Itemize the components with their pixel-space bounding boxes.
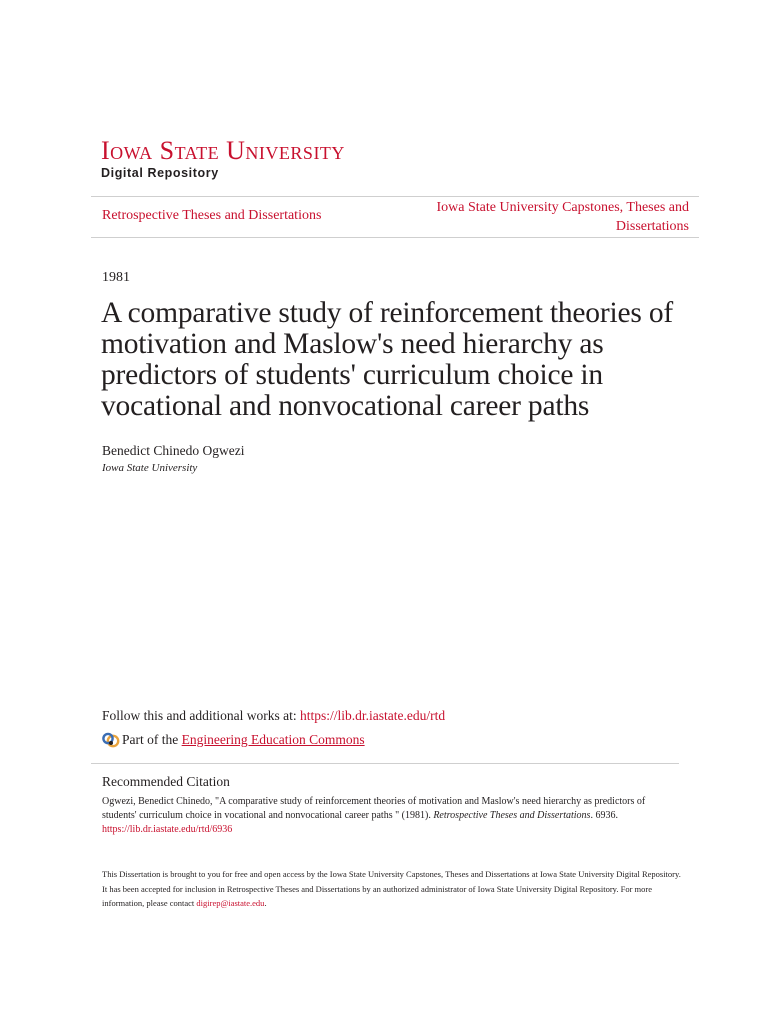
notice-end: .: [264, 898, 267, 908]
open-access-icon: [102, 731, 120, 749]
divider-citation: [91, 763, 679, 764]
title-line: A comparative study of reinforcement theories of: [101, 297, 674, 329]
access-notice: [102, 867, 682, 911]
notice-text: This Dissertation is brought to you for free and open access by the Iowa State University Capstones, Theses and Dissertations at Iowa State University Digital Repository. It has been accepted for inclusion in Retrospective Theses and Dissertations by an authorized administrator of Iowa State University Digital Repository. For more information, please contact: [102, 869, 681, 908]
citation-url-link[interactable]: https://lib.dr.iastate.edu/rtd/6936: [102, 824, 233, 835]
title-line: vocational and nonvocational career paths: [101, 390, 590, 422]
document-title: [101, 298, 701, 422]
author-name: Benedict Chinedo Ogwezi: [102, 443, 245, 458]
citation-series: Retrospective Theses and Dissertations: [433, 810, 591, 821]
citation-body: Ogwezi, Benedict Chinedo, "A comparative study of reinforcement theories of motivation and Maslow's need hierarchy as predictors of students' curriculum choice in vocational and nonvocational career paths " (1981).: [102, 796, 646, 821]
divider-bottom: [91, 237, 699, 238]
commons-link[interactable]: Engineering Education Commons: [181, 732, 365, 747]
citation-number: . 6936.: [590, 810, 618, 821]
university-logo[interactable]: [101, 137, 345, 180]
citation-text: [102, 795, 682, 837]
contact-email-link[interactable]: digirep@iastate.edu: [196, 898, 265, 908]
part-of-label: Part of the: [122, 732, 179, 747]
title-line: motivation and Maslow's need hierarchy as: [101, 328, 604, 360]
logo-university-name: Iowa State University: [101, 136, 345, 165]
recommended-citation-heading: Recommended Citation: [102, 774, 230, 789]
title-line: predictors of students' curriculum choice in: [101, 359, 603, 391]
series-link-retrospective[interactable]: Retrospective Theses and Dissertations: [102, 208, 322, 223]
follow-url-link[interactable]: https://lib.dr.iastate.edu/rtd: [300, 708, 446, 723]
divider-top: [91, 196, 699, 197]
series-link-capstones[interactable]: Iowa State University Capstones, Theses and Dissertations: [436, 200, 689, 234]
author-affiliation: Iowa State University: [102, 462, 198, 474]
publication-year: 1981: [102, 270, 130, 285]
follow-label: Follow this and additional works at:: [102, 708, 300, 723]
follow-line: [102, 708, 445, 724]
logo-repository-name: Digital Repository: [101, 166, 219, 180]
part-of-line: [102, 731, 365, 749]
